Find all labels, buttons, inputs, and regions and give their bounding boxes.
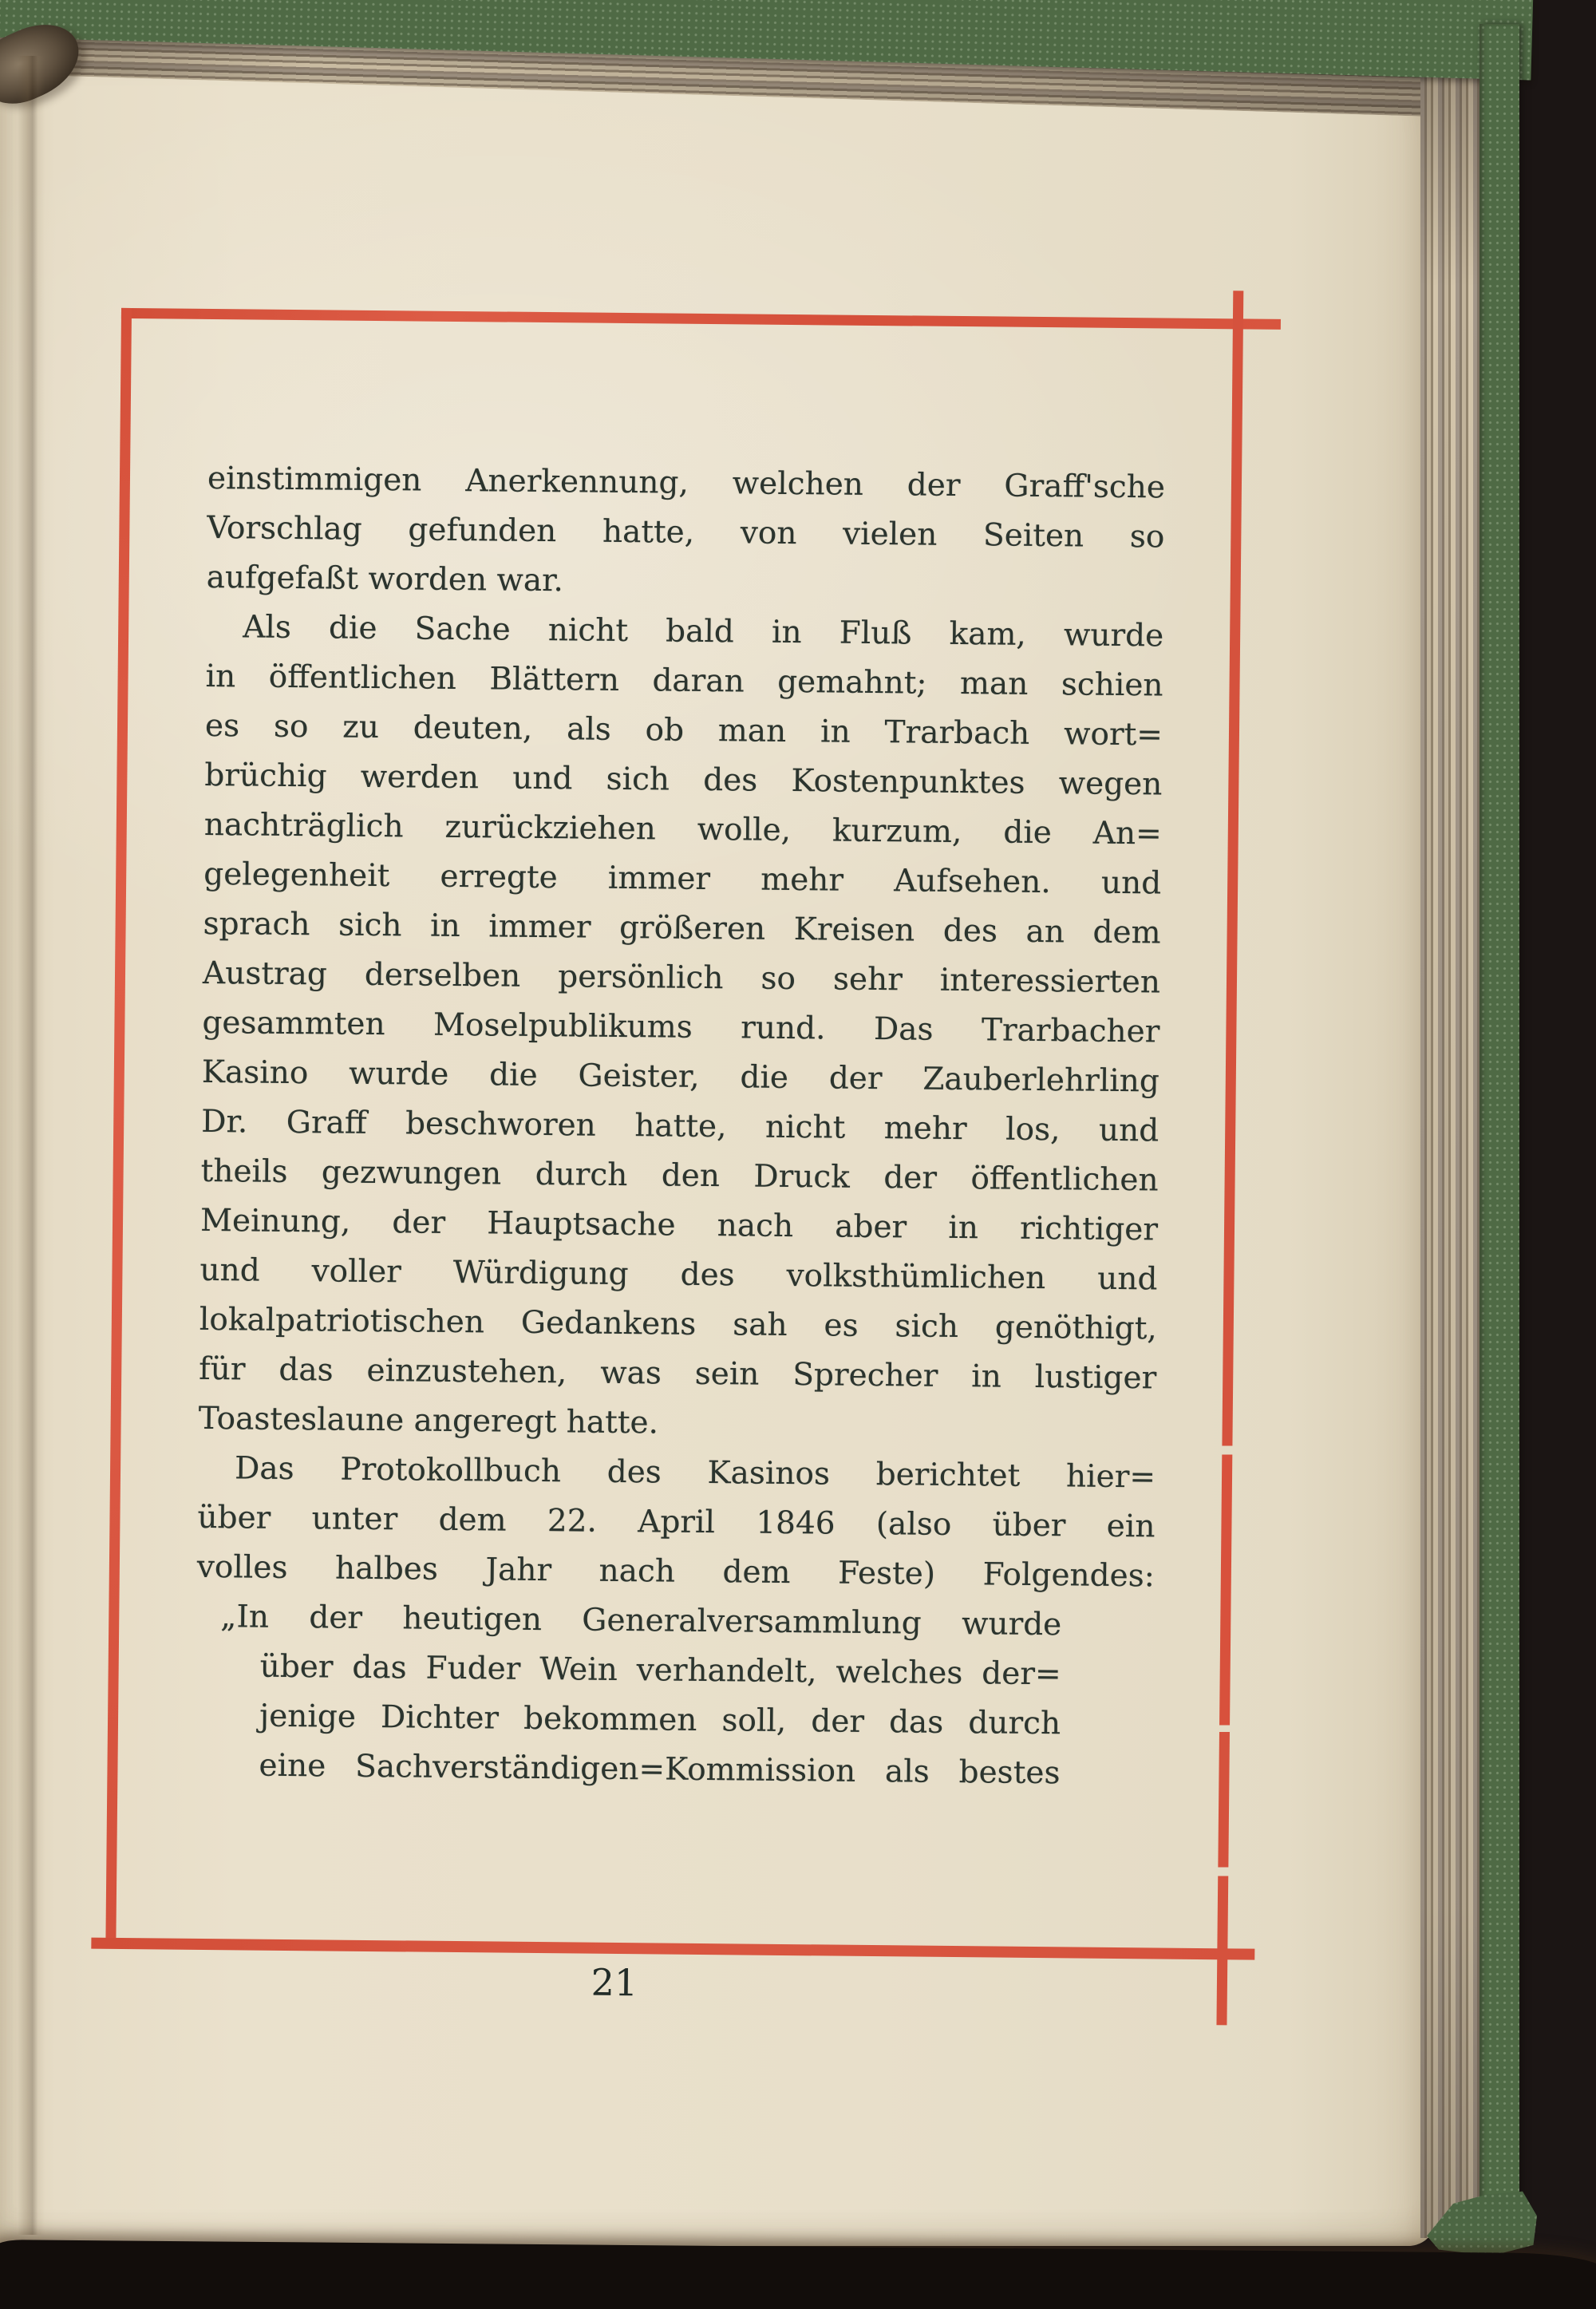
border-line-left: [105, 308, 132, 1946]
text-line: Als die Sache nicht bald in Fluß kam, wurde: [242, 609, 1164, 654]
text-line: Kasino wurde die Geister, die der Zauberlehrling: [201, 1054, 1160, 1100]
text-line: brüchig werden und sich des Kostenpunktes wegen: [204, 757, 1163, 803]
text-line: Das Protokollbuch des Kasinos berichtet hier=: [234, 1450, 1156, 1496]
border-line-top: [121, 308, 1281, 330]
text-line: Austrag derselben persönlich so sehr interessierten: [202, 955, 1161, 1001]
text-line: gesammten Moselpublikums rund. Das Trarbacher: [202, 1004, 1160, 1050]
text-line: sprach sich in immer größeren Kreisen des an dem: [203, 905, 1161, 951]
text-line: lokalpatriotischen Gedankens sah es sich genöthigt,: [199, 1301, 1158, 1347]
text-line: jenige Dichter bekommen soll, der das durch: [259, 1698, 1061, 1742]
text-line: theils gezwungen durch den Druck der öffentlichen: [200, 1153, 1159, 1199]
text-line: es so zu deuten, als ob man in Trarbach wort=: [204, 707, 1163, 753]
text-line: aufgefaßt worden war.: [206, 559, 564, 599]
text-line: in öffentlichen Blättern daran gemahnt; man schien: [205, 658, 1163, 704]
border-line-bottom: [91, 1938, 1254, 1960]
text-line: für das einzustehen, was sein Sprecher in lustiger: [199, 1350, 1157, 1397]
border-line-right: [1216, 291, 1243, 2025]
text-line: Vorschlag gefunden hatte, von vielen Seiten so: [207, 509, 1165, 556]
text-line: einstimmigen Anerkennung, welchen der Graff'sche: [207, 460, 1166, 506]
text-line: über unter dem 22. April 1846 (also über ein: [197, 1499, 1156, 1545]
text-line: „In der heutigen Generalversammlung wurde: [220, 1599, 1062, 1643]
text-line: gelegenheit erregte immer mehr Aufsehen. und: [203, 856, 1162, 902]
text-line: Meinung, der Hauptsache nach aber in richtiger: [200, 1202, 1159, 1248]
text-line: eine Sachverständigen=Kommission als bestes: [259, 1747, 1061, 1792]
text-line: Dr. Graff beschworen hatte, nicht mehr los, und: [201, 1103, 1159, 1149]
text-line: volles halbes Jahr nach dem Feste) Folgendes:: [196, 1548, 1156, 1595]
text-line: Toasteslaune angeregt hatte.: [198, 1400, 659, 1441]
text-line: nachträglich zurückziehen wolle, kurzum, die An=: [203, 806, 1162, 852]
text-line: über das Fuder Wein verhandelt, welches der=: [259, 1648, 1061, 1693]
page-text: [195, 454, 1165, 1799]
text-line: und voller Würdigung des volksthümlichen und: [200, 1251, 1158, 1298]
page-number: 21: [591, 1960, 638, 2005]
